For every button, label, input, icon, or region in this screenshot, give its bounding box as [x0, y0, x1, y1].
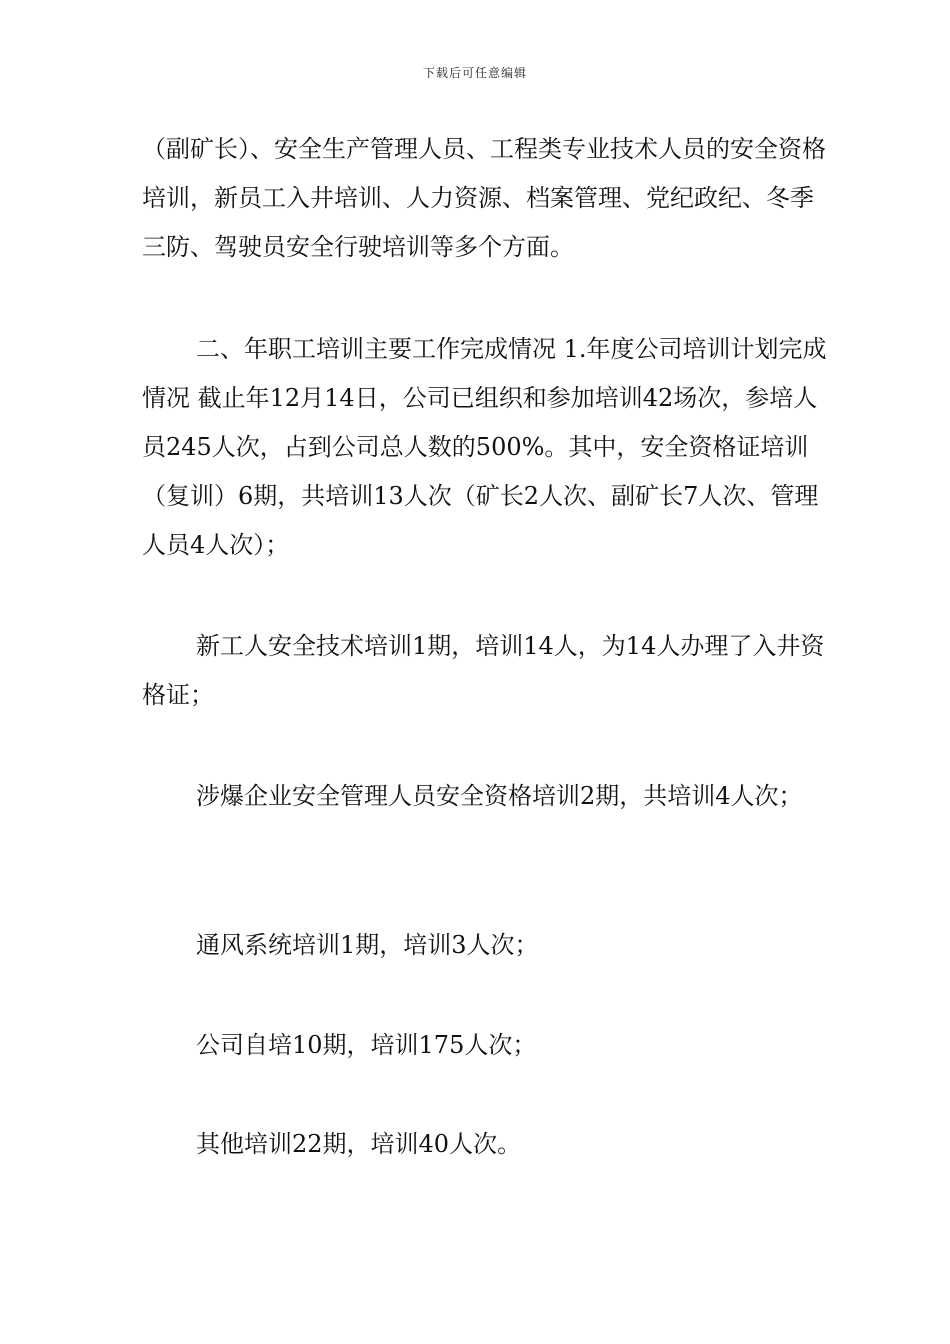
paragraph-explosives-training: 涉爆企业安全管理人员安全资格培训2期，共培训4人次； [196, 782, 803, 810]
paragraph-other-training: 其他培训22期，培训40人次。 [196, 1130, 522, 1158]
paragraph-training-scope: （副矿长）、安全生产管理人员、工程类专业技术人员的安全资格培训，新员工入井培训、人力资源、档案管理、党纪政纪、冬季三防、驾驶员安全行驶培训等多个方面。 [142, 135, 826, 261]
paragraph-training-summary: 二、年职工培训主要工作完成情况 1.年度公司培训计划完成情况 截止年12月14日，公司已组织和参加培训42场次，参培人员245人次，占到公司总人数的500%。其中，安全资格证培训（复训）6期，共培训13人次（矿长2人次、副矿长7人次、管理人员4人次）； [142, 335, 827, 559]
paragraph-company-self-training: 公司自培10期，培训175人次； [196, 1031, 537, 1059]
paragraph-new-worker-training: 新工人安全技术培训1期，培训14人，为14人办理了入井资格证； [142, 632, 825, 709]
paragraph-ventilation-training: 通风系统培训1期，培训3人次； [196, 931, 539, 959]
page-header: 下载后可任意编辑 [422, 66, 527, 80]
